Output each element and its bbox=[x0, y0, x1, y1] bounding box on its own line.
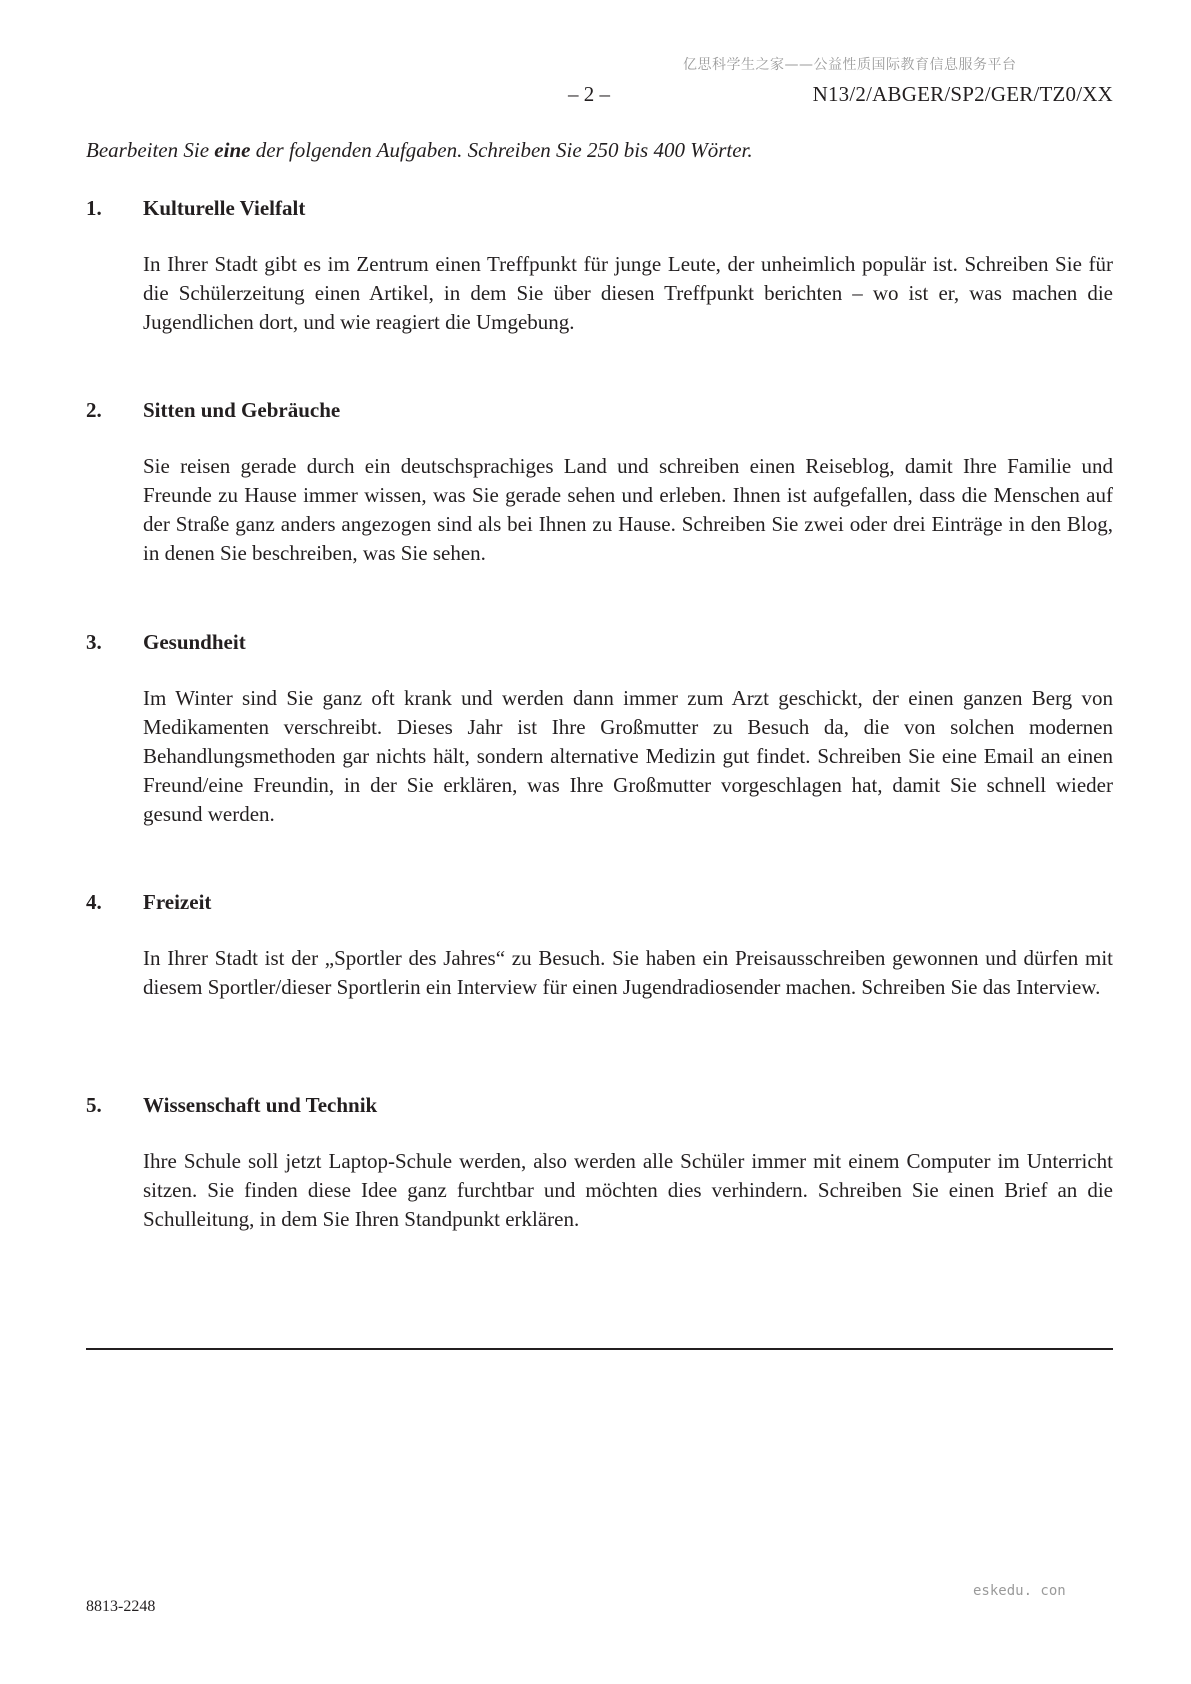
page-number: – 2 – bbox=[568, 82, 610, 106]
task-title: Kulturelle Vielfalt bbox=[143, 196, 306, 220]
paper-code: N13/2/ABGER/SP2/GER/TZ0/XX bbox=[812, 82, 1113, 106]
task-1 bbox=[86, 196, 1113, 337]
top-watermark: 亿思科学生之家——公益性质国际教育信息服务平台 bbox=[683, 57, 1017, 73]
end-rule bbox=[86, 1348, 1113, 1350]
task-text: Ihre Schule soll jetzt Laptop-Schule werden, also werden alle Schüler immer mit einem Computer im Unterricht sitzen. Sie finden diese Idee ganz furchtbar und möchten dies verhindern. Schreiben Sie einen Brief an die Schulleitung, in dem Sie Ihren Standpunkt erklären. bbox=[143, 1149, 1113, 1231]
task-heading bbox=[86, 1093, 1113, 1121]
task-text: Im Winter sind Sie ganz oft krank und werden dann immer zum Arzt geschickt, der einen ganzen Berg von Medikamenten verschreibt. Dieses Jahr ist Ihre Großmutter zu Besuch da, die von solchen modernen Behandlungsmethoden gar nichts hält, sondern alternative Medizin gut findet. Schreiben Sie eine Email an einen Freund/eine Freundin, in der Sie erklären, was Ihre Großmutter vorgeschlagen hat, damit Sie schnell wieder gesund werden. bbox=[143, 686, 1113, 826]
instructions-after: der folgenden Aufgaben. Schreiben Sie 250 bis 400 Wörter. bbox=[250, 138, 753, 162]
instructions-emphasis: eine bbox=[214, 138, 251, 162]
task-text: Sie reisen gerade durch ein deutschsprachiges Land und schreiben einen Reiseblog, damit Ihre Familie und Freunde zu Hause immer wissen, was Sie gerade sehen und erleben. Ihnen ist aufgefallen, dass die Menschen auf der Straße ganz anders angezogen sind als bei Ihnen zu Hause. Schreiben Sie zwei oder drei Einträge in den Blog, in denen Sie beschreiben, was Sie sehen. bbox=[143, 454, 1113, 565]
task-heading bbox=[86, 398, 1113, 426]
task-4 bbox=[86, 890, 1113, 1002]
footer-code: 8813-2248 bbox=[86, 1598, 156, 1615]
task-number: 2. bbox=[86, 398, 102, 422]
bottom-watermark: eskedu. con bbox=[973, 1583, 1066, 1599]
task-text: In Ihrer Stadt ist der „Sportler des Jahres“ zu Besuch. Sie haben ein Preisausschreiben gewonnen und dürfen mit diesem Sportler/dieser Sportlerin ein Interview für einen Jugendradiosender machen. Schreiben Sie das Interview. bbox=[143, 946, 1113, 999]
instructions-before: Bearbeiten Sie bbox=[86, 138, 215, 162]
task-number: 3. bbox=[86, 630, 102, 654]
task-3 bbox=[86, 630, 1113, 829]
task-number: 5. bbox=[86, 1093, 102, 1117]
task-2 bbox=[86, 398, 1113, 568]
task-title: Wissenschaft und Technik bbox=[143, 1093, 378, 1117]
task-5 bbox=[86, 1093, 1113, 1234]
task-text: In Ihrer Stadt gibt es im Zentrum einen Treffpunkt für junge Leute, der unheimlich populär ist. Schreiben Sie für die Schülerzeitung einen Artikel, in dem Sie über diesen Treffpunkt berichten – wo ist er, was machen die Jugendlichen dort, und wie reagiert die Umgebung. bbox=[143, 252, 1113, 334]
task-heading bbox=[86, 890, 1113, 918]
task-heading bbox=[86, 630, 1113, 658]
task-title: Freizeit bbox=[143, 890, 212, 914]
task-title: Gesundheit bbox=[143, 630, 246, 654]
task-number: 4. bbox=[86, 890, 102, 914]
task-number: 1. bbox=[86, 196, 102, 220]
task-heading bbox=[86, 196, 1113, 224]
instructions bbox=[86, 138, 753, 163]
task-title: Sitten und Gebräuche bbox=[143, 398, 341, 422]
